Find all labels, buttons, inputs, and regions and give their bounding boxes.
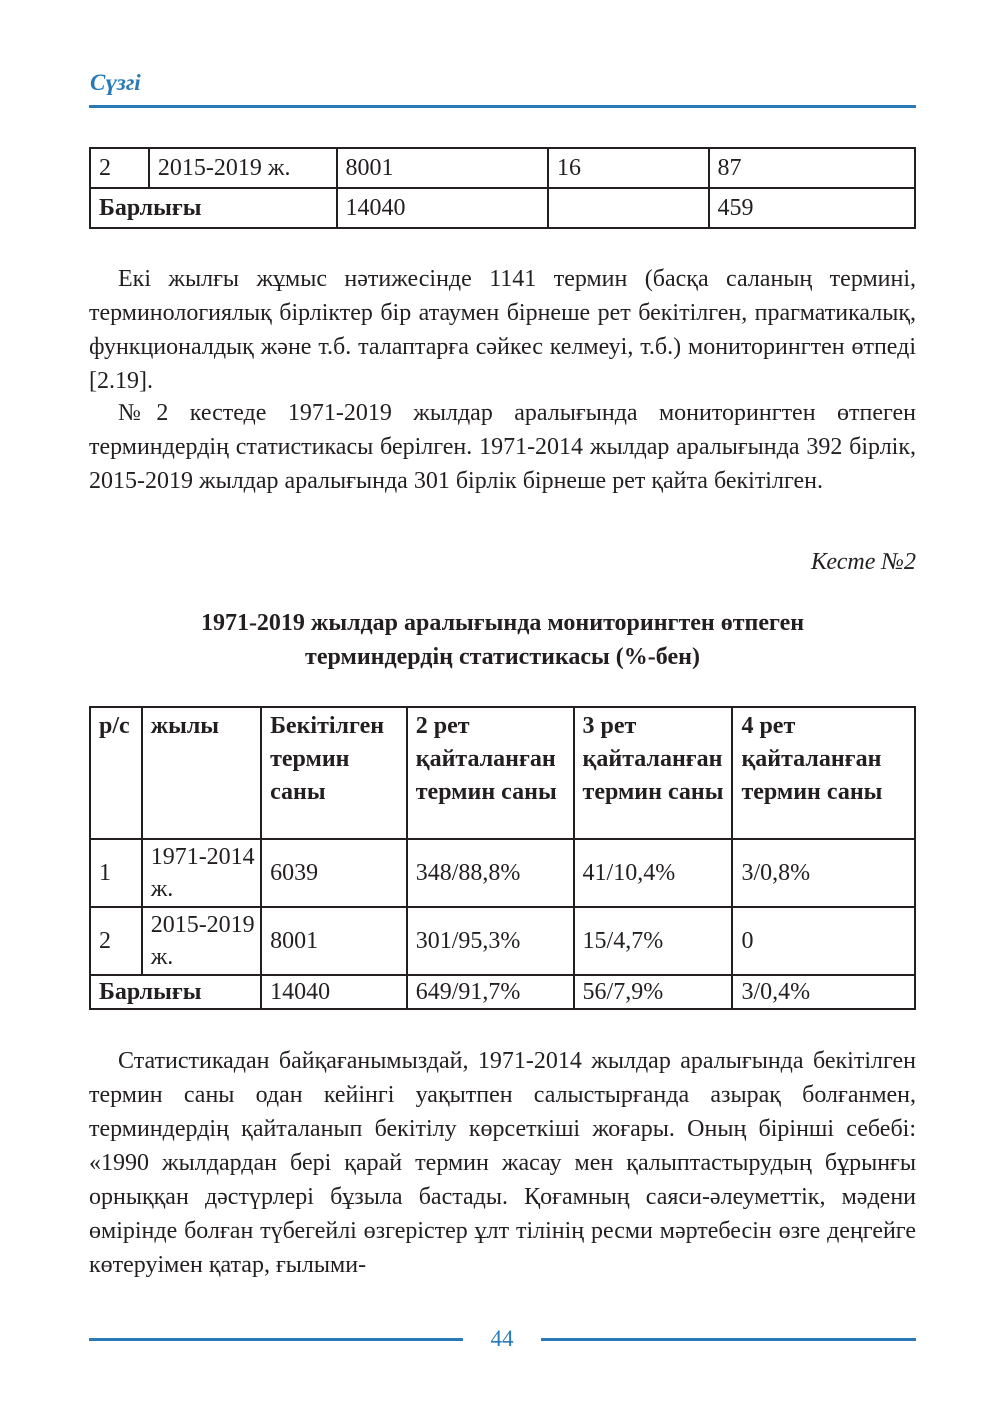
table-cell: 348/88,8% [407, 839, 574, 907]
table-title [89, 606, 916, 674]
table-cell: 0 [732, 907, 915, 975]
column-header: 4 рет қайталанған термин саны [732, 707, 915, 839]
table-row [90, 907, 915, 975]
column-header: р/с [90, 707, 142, 839]
table-cell: 2015-2019 ж. [142, 907, 261, 975]
table-row [90, 839, 915, 907]
paragraph: Екі жылғы жұмыс нәтижесінде 1141 термин (басқа саланың термині, терминологиялық бірліктер бір атаумен бірнеше рет бекітілген, прагматикалық, функционалдық және т.б. талаптарға сәйкес келмеуі, т.б.) мониторингтен өтпеді [2.19]. [89, 266, 916, 394]
table-cell: 56/7,9% [574, 975, 733, 1009]
table-cell: 1971-2014 ж. [142, 839, 261, 907]
table-number-label: Кесте №2 [811, 549, 916, 575]
table-cell: 6039 [261, 839, 407, 907]
column-header: 3 рет қайталанған термин саны [574, 707, 733, 839]
table-cell: 16 [548, 148, 709, 188]
table-cell: 8001 [261, 907, 407, 975]
table-cell: 301/95,3% [407, 907, 574, 975]
table-row-total [90, 975, 915, 1009]
total-label: Барлығы [90, 188, 337, 228]
page-number: 44 [490, 1326, 514, 1351]
paragraph: №2 кестеде 1971-2019 жылдар аралығында мониторингтен өтпеген терминдердің статистикасы берілген. 1971-2014 жылдар аралығында 392 бірлік, 2015-2019 жылдар аралығында 301 бірлік бірнеше рет қайта бекітілген. [89, 400, 916, 494]
table-title-line: терминдердің статистикасы (%-бен) [305, 644, 700, 670]
table-cell: 3/0,4% [732, 975, 915, 1009]
table-cell: 41/10,4% [574, 839, 733, 907]
table-cell: 2 [90, 148, 149, 188]
table-row [90, 148, 915, 188]
table-cell: 87 [709, 148, 915, 188]
paragraph: Статистикадан байқағанымыздай, 1971-2014 жылдар аралығында бекітілген термин саны одан кейінгі уақытпен салыстырғанда азырақ болғанмен, терминдердің қайталанып бекітілу көрсеткіші жоғары. Оның бірінші себебі: «1990 жылдардан бері қарай термин жасау мен қалыптастырудың бұрынғы орныққан дәстүрлері бұзыла бастады. Қоғамның саяси-әлеуметтік, мәдени өмірінде болған түбегейлі өзгерістер ұлт тілінің ресми мәртебесін өзге деңгейге көтеруімен қатар, ғылыми- [89, 1048, 916, 1278]
column-header: Бекітілген термин саны [261, 707, 407, 839]
table-cell: 15/4,7% [574, 907, 733, 975]
column-header: жылы [142, 707, 261, 839]
table-cell: 14040 [261, 975, 407, 1009]
table-row-total [90, 188, 915, 228]
table-header-row [90, 707, 915, 839]
table-title-line: 1971-2019 жылдар аралығында мониторингтен өтпеген [200, 610, 805, 636]
continued-table [89, 147, 916, 229]
table-cell: 1 [90, 839, 142, 907]
header-rule [89, 105, 916, 108]
column-header: 2 рет қайталанған термин саны [407, 707, 574, 839]
table-cell: 14040 [337, 188, 548, 228]
table-cell: 2 [90, 907, 142, 975]
table-cell: 459 [709, 188, 915, 228]
table-cell [548, 188, 709, 228]
table-cell: 3/0,8% [732, 839, 915, 907]
table-cell: 8001 [337, 148, 548, 188]
footer-rule-left [89, 1338, 463, 1341]
running-title: Сүзгі [90, 70, 141, 95]
footer-rule-right [541, 1338, 916, 1341]
statistics-table [89, 706, 916, 1010]
table-cell: 2015-2019 ж. [149, 148, 337, 188]
table-cell: 649/91,7% [407, 975, 574, 1009]
total-label: Барлығы [90, 975, 261, 1009]
